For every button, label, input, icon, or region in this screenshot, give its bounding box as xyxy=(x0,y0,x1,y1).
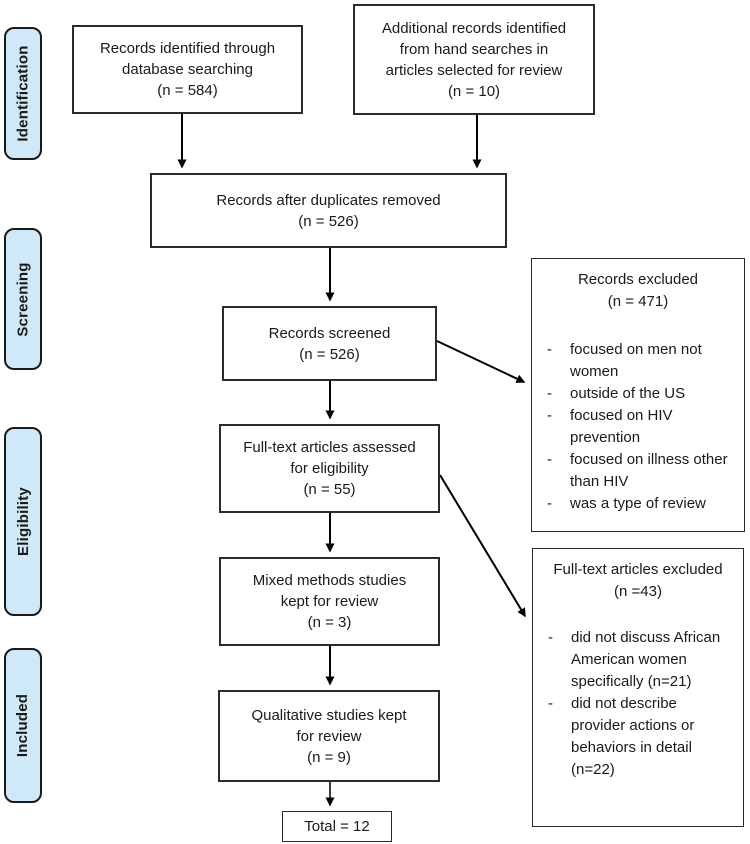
excluded-reasons-list xyxy=(540,339,736,515)
box-line: Qualitative studies kept xyxy=(251,706,407,724)
fulltext-excluded-reasons-list xyxy=(541,627,735,781)
bullet-dash: - xyxy=(548,629,553,646)
box-line: for eligibility xyxy=(290,460,369,477)
box-additional-records-hand-search xyxy=(353,4,595,115)
box-line: (n = 10) xyxy=(447,82,501,100)
box-line: (n = 55) xyxy=(303,481,356,498)
stage-label-screening xyxy=(4,228,42,370)
reason-text: focused on illness other than HIV xyxy=(570,451,728,490)
list-item xyxy=(540,405,736,449)
box-line: Records screened xyxy=(268,324,391,342)
box-records-excluded xyxy=(531,258,745,532)
list-item xyxy=(541,693,735,781)
box-line: kept for review xyxy=(280,593,379,610)
stage-label-identification xyxy=(4,27,42,160)
excluded-title-line: Full-text articles excluded xyxy=(553,561,723,578)
stage-label-text: Identification xyxy=(14,45,32,142)
excluded-title-line: (n =43) xyxy=(614,583,662,600)
list-item xyxy=(540,383,736,405)
box-line: (n = 584) xyxy=(157,82,218,99)
box-qualitative-kept xyxy=(218,690,440,782)
box-line: Records identified through xyxy=(99,40,276,57)
bullet-dash: - xyxy=(547,451,552,468)
stage-label-included xyxy=(4,648,42,803)
reason-text: focused on HIV prevention xyxy=(570,407,673,446)
stage-label-text: Screening xyxy=(14,261,32,337)
reason-text: outside of the US xyxy=(570,385,686,402)
box-line: Total = 12 xyxy=(304,818,370,835)
box-line: Mixed methods studies xyxy=(252,572,407,589)
reason-text: did not discuss African American women specifically (n=21) xyxy=(571,629,721,690)
box-total xyxy=(282,811,392,842)
bullet-dash: - xyxy=(547,495,552,512)
reason-text: did not describe provider actions or behaviors in detail (n=22) xyxy=(571,695,695,778)
box-line: (n = 9) xyxy=(307,748,351,766)
box-records-screened xyxy=(222,306,437,381)
box-line: (n = 526) xyxy=(298,212,359,230)
list-item xyxy=(540,339,736,383)
list-item xyxy=(540,449,736,493)
excluded-title-line: (n = 471) xyxy=(607,293,669,310)
list-item xyxy=(540,493,736,515)
box-line: database searching xyxy=(122,61,253,78)
bullet-dash: - xyxy=(547,341,552,358)
box-line: from hand searches in xyxy=(399,40,549,58)
box-line: (n = 3) xyxy=(307,614,352,631)
box-records-identified-database xyxy=(72,25,303,114)
box-line: (n = 526) xyxy=(299,345,360,363)
excluded-title-line: Records excluded xyxy=(577,271,699,288)
box-fulltext-assessed xyxy=(219,424,440,513)
stage-label-text: Included xyxy=(14,693,32,758)
stage-label-eligibility xyxy=(4,427,42,616)
box-records-after-duplicates-removed xyxy=(150,173,507,248)
box-line: Records after duplicates removed xyxy=(216,191,441,209)
bullet-dash: - xyxy=(547,385,552,402)
box-line: for review xyxy=(296,727,362,745)
list-item xyxy=(541,627,735,693)
box-mixed-methods-kept xyxy=(219,557,440,646)
reason-text: was a type of review xyxy=(570,495,706,512)
reason-text: focused on men not women xyxy=(570,341,702,380)
box-line: Full-text articles assessed xyxy=(243,439,416,456)
arrow-screened-to-excluded xyxy=(437,341,524,382)
box-line: Additional records identified xyxy=(381,19,567,37)
bullet-dash: - xyxy=(547,407,552,424)
box-fulltext-excluded xyxy=(532,548,744,827)
arrow-fulltext-to-ft-excluded xyxy=(440,475,525,616)
box-line: articles selected for review xyxy=(385,61,563,79)
stage-label-text: Eligibility xyxy=(14,487,32,556)
bullet-dash: - xyxy=(548,695,553,712)
